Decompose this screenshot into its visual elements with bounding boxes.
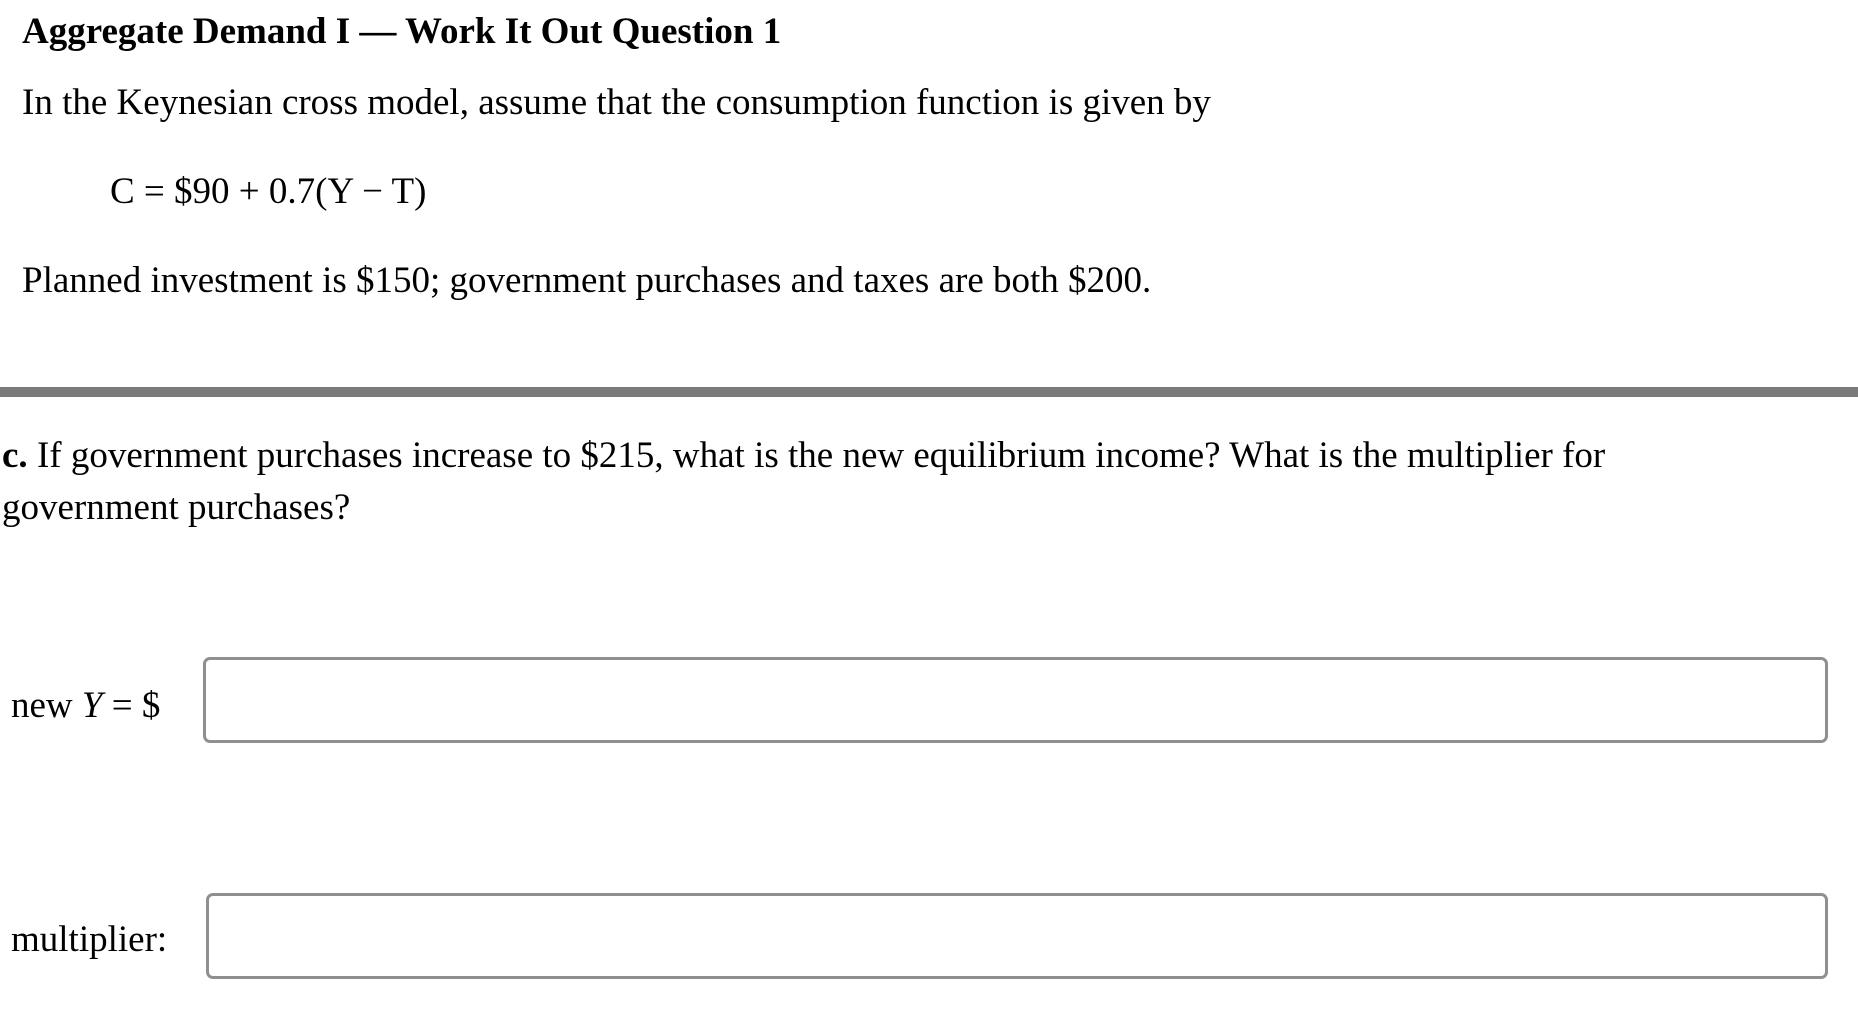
multiplier-label: multiplier:	[11, 919, 168, 960]
new-y-label-prefix: new	[11, 685, 73, 726]
problem-intro: In the Keynesian cross model, assume that the consumption function is given by	[22, 82, 1211, 123]
page-title: Aggregate Demand I — Work It Out Question 1	[22, 11, 782, 52]
problem-given-values: Planned investment is $150; government purchases and taxes are both $200.	[22, 260, 1152, 301]
question-c	[2, 430, 1782, 534]
new-y-label	[11, 684, 160, 728]
new-y-label-variable: Y	[81, 685, 103, 726]
new-y-label-suffix: = $	[111, 685, 161, 726]
new-y-input[interactable]	[203, 657, 1828, 743]
multiplier-input[interactable]	[206, 893, 1828, 979]
question-text: If government purchases increase to $215, what is the new equilibrium income? What is the multiplier for government purchases?	[2, 435, 1606, 528]
section-divider	[0, 387, 1858, 397]
consumption-function-formula: C = $90 + 0.7(Y − T)	[110, 171, 427, 212]
question-part-label: c.	[2, 435, 28, 476]
